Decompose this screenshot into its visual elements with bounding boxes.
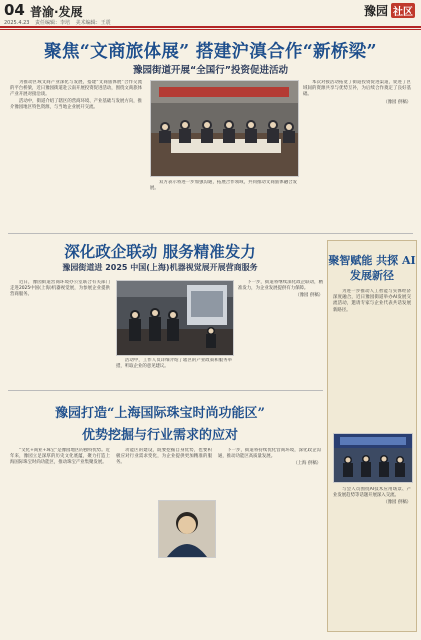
article2-para: 下一步，街道将继续深化政企联动，精准发力，为企业发展提供有力保障。 [238, 280, 323, 292]
ai-forum-photo-illustration [334, 434, 412, 482]
article3-headline-text: 聚智赋能 共探 AI 发展新径 [328, 254, 416, 282]
article4-headline: 豫园打造“上海国际珠宝时尚功能区” [55, 406, 265, 421]
article1-para: 活动中，街道介绍了辖区的营商环境、产业基础与发展方向，推介豫园地区特色资源，与当地企业展开交流。 [10, 98, 142, 110]
article1-text-col2 [150, 180, 297, 230]
article1-para: 双方表示将进一步加强沟通，拓展合作领域，共同推动文商旅体融合发展。 [150, 180, 297, 192]
article2-subheadline: 豫园街道进 2025 中国(上海)机器视觉展开展营商服务 [62, 263, 258, 272]
expo-photo-illustration [117, 281, 233, 355]
issue-date: 2025.4.23 [4, 20, 30, 26]
article1-subheadline: 豫园街道开展“全国行”投资促进活动 [133, 65, 288, 76]
article2-signature: （豫园 供稿） [295, 293, 323, 299]
article3-headline [328, 253, 416, 283]
masthead [0, 0, 421, 26]
article4-text-col1 [10, 448, 110, 628]
masthead-subline [4, 19, 115, 26]
brand [364, 2, 415, 19]
article1-para: 本次对接活动拓宽了街道投资促进渠道，促进了区域间的资源共享与优势互补，为后续合作奠定了良好基础。 [303, 80, 411, 98]
masthead-rule-thin [0, 29, 421, 30]
article1-signature: （豫园 供稿） [383, 99, 411, 105]
brand-logo: 社区 [391, 3, 415, 18]
page-number: 04 [4, 1, 25, 19]
article4-para: “文化+商业+珠宝”是豫园地区的独特优势。近年来，豫园立足深厚的历史文化底蕴，聚力打造上海国际珠宝时尚功能区，推动珠宝产业集聚发展。 [10, 448, 110, 466]
article2-text-col1 [10, 280, 110, 385]
article3-box [327, 240, 417, 632]
article3-text-col2 [333, 487, 411, 623]
article2-para: 活动中，工作人员详细介绍了辖区的产业政策和服务举措，听取企业的意见建议。 [116, 358, 232, 370]
designer-credit: 美术编辑：王震 [75, 20, 111, 26]
article4-portrait [158, 500, 216, 558]
article3-para: 与会人员围绕AI技术应用场景、产业发展趋势等话题开展深入交流。 [333, 487, 411, 499]
article4-para: 功能区的建设，既要挖掘自身优势，也要积极应对行业需求变化，为企业提供更加精准的服务。 [116, 448, 212, 466]
brand-text: 豫园 [363, 4, 388, 18]
article1-headline: 聚焦“文商旅体展” 搭建沪滇合作“新桥梁” [44, 42, 377, 62]
article4-signature: （上海 供稿） [293, 461, 321, 467]
article1-text-col1 [10, 80, 142, 230]
masthead-rule [0, 26, 421, 28]
article2-headline: 深化政企联动 服务精准发力 [64, 242, 256, 261]
article2-text-col3 [238, 280, 323, 385]
article1-text-col3 [303, 80, 411, 230]
meeting-photo-illustration [151, 81, 298, 176]
section-divider [8, 233, 413, 234]
article1-photo [150, 80, 299, 177]
editor-credit: 责任编辑：李培 [35, 20, 71, 26]
article4-para: 下一步，街道将持续优化营商环境，深化政企沟通，推动功能区高质量发展。 [218, 448, 321, 460]
section-divider [8, 390, 323, 391]
article3-text-col1 [333, 289, 411, 429]
portrait-illustration [159, 501, 215, 557]
article3-signature: （豫园 供稿） [383, 500, 411, 506]
article3-para: 为进一步推动人工智能与实体经济深度融合，近日豫园街道举办AI发展交流活动，邀请专家与企业代表共话发展新路径。 [333, 289, 411, 313]
section-title: 普渝·发展 [30, 5, 83, 19]
article4-subheadline: 优势挖掘与行业需求的应对 [81, 428, 238, 443]
article2-para: 近日，豫园街道营商环境办公室联合有关部门走进2025中国(上海)机器视觉展，为参展企业提供营商服务。 [10, 280, 110, 298]
article4-text-col3 [218, 448, 321, 628]
article1-para: 为推动区域文商产业深化与发展，搭建“文商旅体展”合作交流的平台桥梁，近日豫园街道赴云南开展投资促进活动，围绕文商旅体产业开展对接洽谈。 [10, 80, 142, 98]
article3-photo [333, 433, 413, 483]
article2-text-col2 [116, 358, 232, 388]
article2-photo [116, 280, 234, 356]
